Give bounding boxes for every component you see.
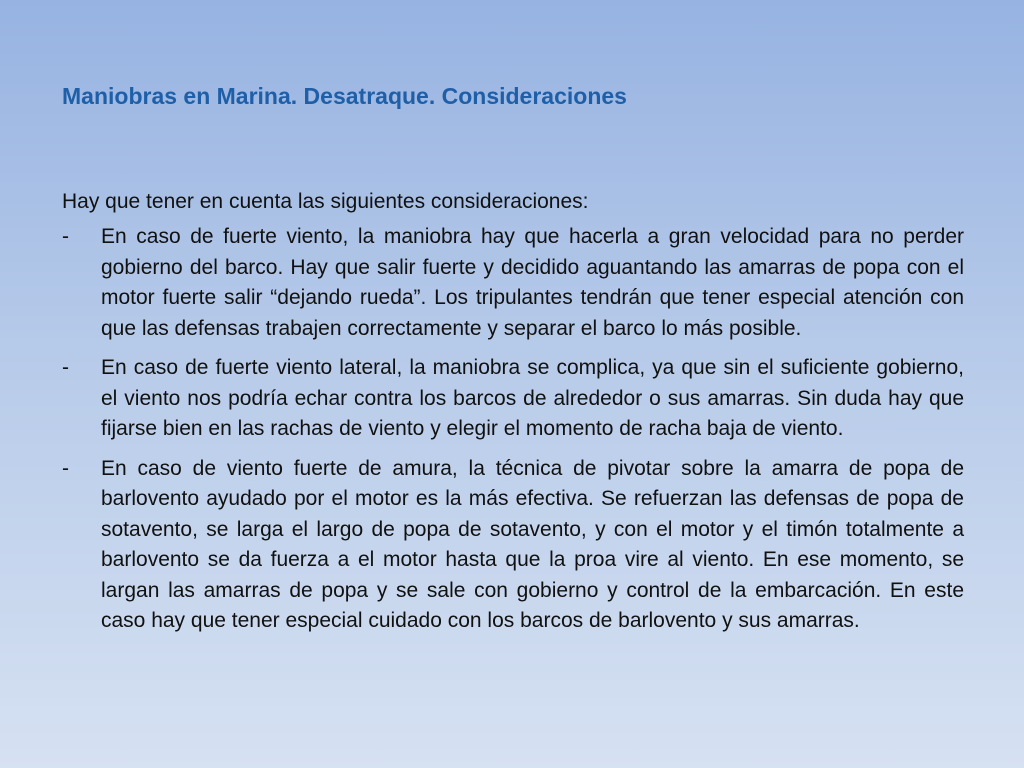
considerations-list xyxy=(62,222,964,646)
list-item-text: En caso de fuerte viento, la maniobra hay que hacerla a gran velocidad para no perder gobierno del barco. Hay que salir fuerte y decidido aguantando las amarras de popa con el motor fuerte salir “dejando rueda”. Los tripulantes tendrán que tener especial atención con que las defensas trabajen correctamente y separar el barco lo más posible. xyxy=(101,225,964,340)
bullet-marker: - xyxy=(62,456,69,480)
slide-title: Maniobras en Marina. Desatraque. Consideraciones xyxy=(62,83,627,109)
bullet-marker: - xyxy=(62,225,69,248)
bullet-marker: - xyxy=(62,356,69,379)
list-item xyxy=(62,353,964,445)
list-item xyxy=(62,454,964,637)
list-item xyxy=(62,222,964,344)
list-item-text: En caso de viento fuerte de amura, la técnica de pivotar sobre la amarra de popa de barlovento ayudado por el motor es la más efectiva. Se refuerzan las defensas de popa de sotavento, se larga el largo de popa de sotavento, y con el motor y el timón totalmente a barlovento se da fuerza a el motor hasta que la proa vire al viento. En ese momento, se largan las amarras de popa y se sale con gobierno y control de la embarcación. En este caso hay que tener especial cuidado con los barcos de barlovento y sus amarras. xyxy=(101,456,964,632)
list-item-text: En caso de fuerte viento lateral, la maniobra se complica, ya que sin el suficiente gobierno, el viento nos podría echar contra los barcos de alrededor o sus amarras. Sin duda hay que fijarse bien en las rachas de viento y elegir el momento de racha baja de viento. xyxy=(101,356,964,440)
intro-text: Hay que tener en cuenta las siguientes consideraciones: xyxy=(62,190,589,213)
